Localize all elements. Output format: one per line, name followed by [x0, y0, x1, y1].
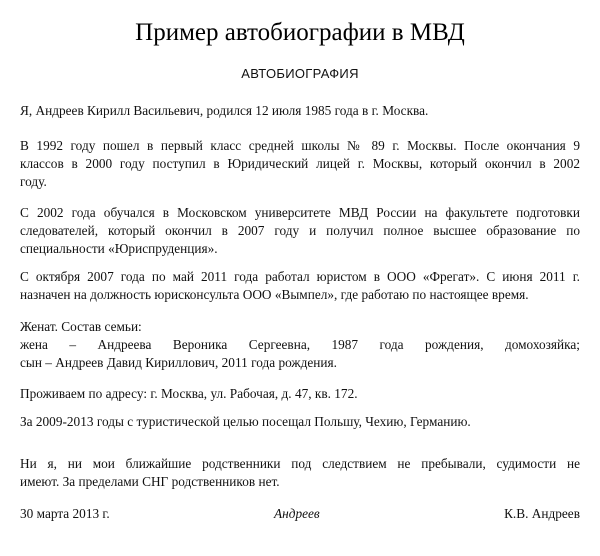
paragraph-school	[20, 137, 580, 191]
paragraph-line: С октября 2007 года по май 2011 года работал юристом в ООО «Фрегат». С июня 2011 г.	[20, 269, 580, 284]
signature-date: 30 марта 2013 г.	[20, 506, 110, 521]
paragraph-line: Женат. Состав семьи:	[20, 319, 142, 334]
paragraph-line: С 2002 года обучался в Московском университете МВД России на факультете подготовки	[20, 205, 580, 220]
paragraph-family	[20, 318, 580, 372]
paragraph-address	[20, 385, 580, 403]
paragraph-line: Ни я, ни мои ближайшие родственники под следствием не пребывали, судимости не	[20, 456, 580, 471]
paragraph-line: сын – Андреев Давид Кириллович, 2011 года рождения.	[20, 355, 337, 370]
paragraph-line: Проживаем по адресу: г. Москва, ул. Рабочая, д. 47, кв. 172.	[20, 386, 358, 401]
signature-handwritten: Андреев	[274, 506, 320, 521]
paragraph-line: имеют. За пределами СНГ родственников нет.	[20, 474, 280, 489]
paragraph-relatives	[20, 455, 580, 491]
paragraph-line: назначен на должность юрисконсульта ООО «Вымпел», где работаю по настоящее время.	[20, 287, 529, 302]
paragraph-line: жена – Андреева Вероника Сергеевна, 1987 года рождения, домохозяйка;	[20, 337, 580, 352]
paragraph-work	[20, 268, 580, 304]
paragraph-personal-info	[20, 102, 580, 120]
paragraph-line: В 1992 году пошел в первый класс средней школы № 89 г. Москвы. После окончания 9	[20, 138, 580, 153]
page-title: Пример автобиографии в МВД	[135, 19, 465, 46]
paragraph-line: За 2009-2013 годы с туристической целью посещал Польшу, Чехию, Германию.	[20, 414, 471, 429]
signature-initials: К.В. Андреев	[504, 506, 580, 521]
paragraph-line: классов в 2000 году поступил в Юридический лицей г. Москвы, который окончил в 2002	[20, 156, 580, 171]
paragraph-university	[20, 204, 580, 258]
document-heading: АВТОБИОГРАФИЯ	[241, 66, 359, 81]
paragraph-line: году.	[20, 174, 47, 189]
paragraph-line: Я, Андреев Кирилл Васильевич, родился 12 июля 1985 года в г. Москва.	[20, 103, 429, 118]
paragraph-travel	[20, 413, 580, 431]
paragraph-line: специальности «Юриспруденция».	[20, 241, 218, 256]
paragraph-line: следователей, который окончил в 2007 году и получил полное высшее образование по	[20, 223, 580, 238]
